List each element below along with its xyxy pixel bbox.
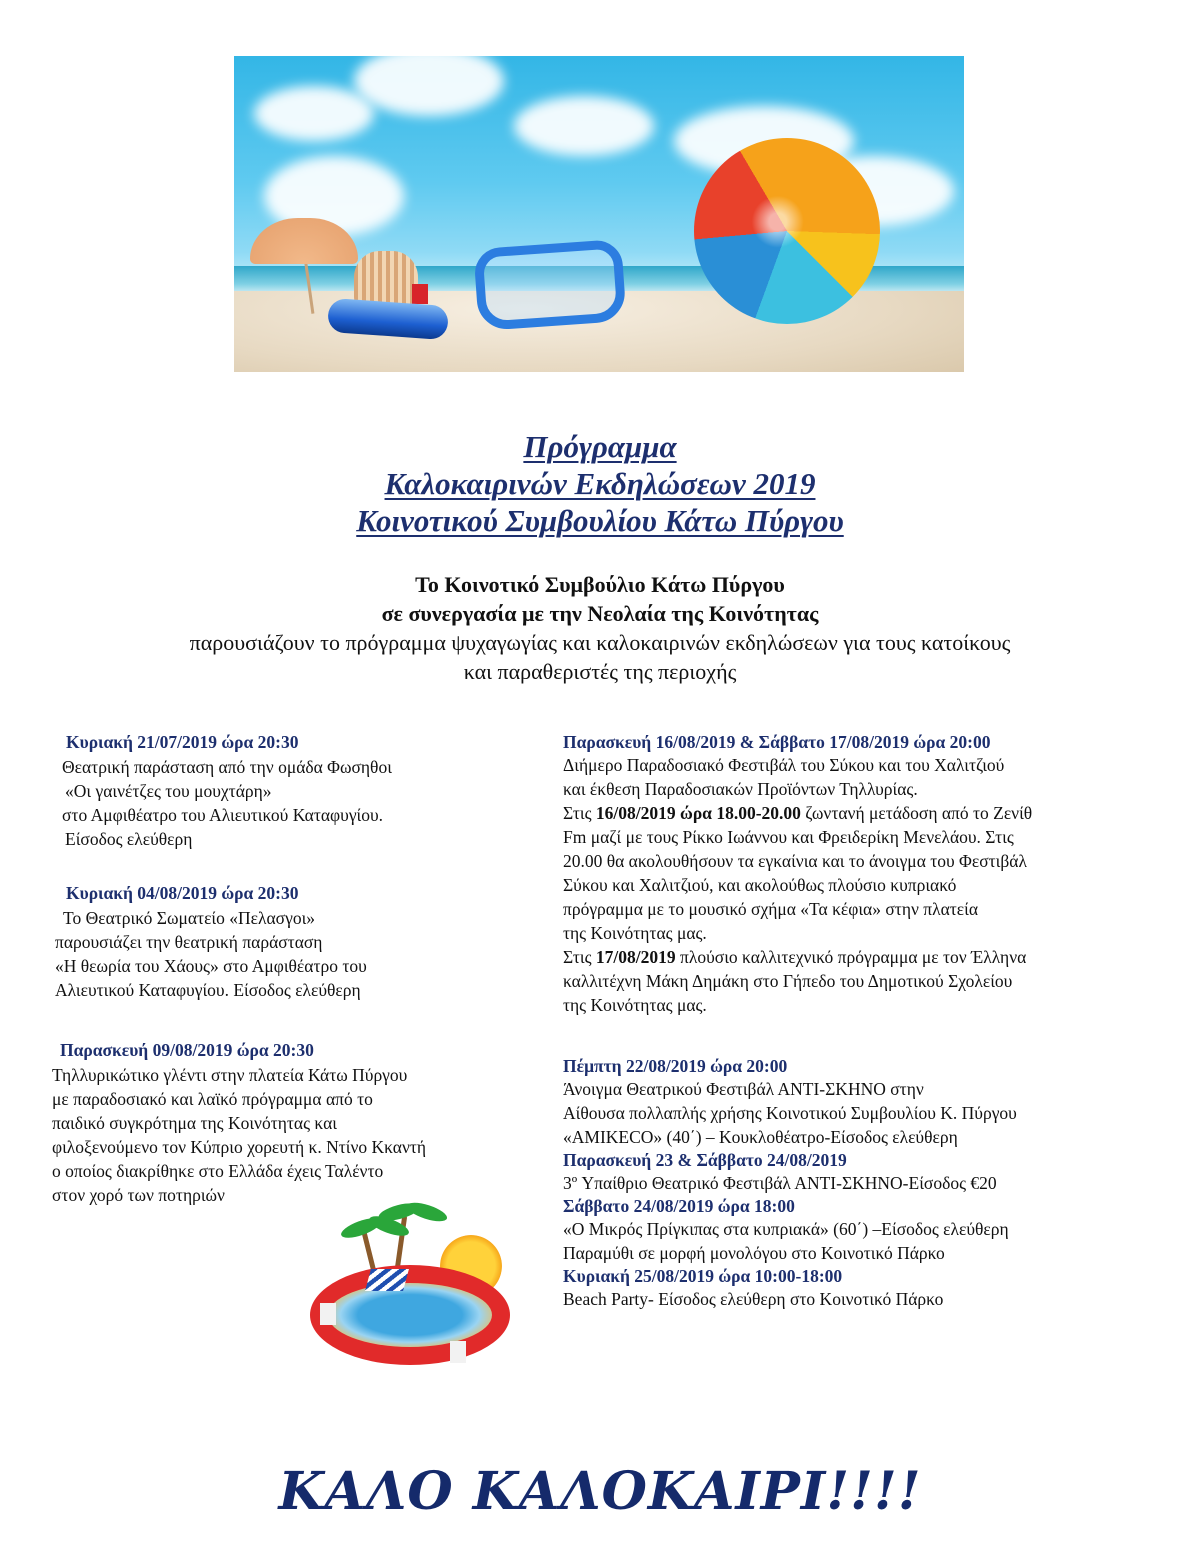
event-line: Fm μαζί με τους Ρίκκο Ιωάννου και Φρειδερίκη Μενελάου. Στις [563, 827, 1014, 847]
event-line: «Η θεωρία του Χάους» στο Αμφιθέατρο του [55, 956, 367, 976]
bold-date: 16/08/2019 ώρα 18.00-20.00 [595, 803, 801, 823]
event-line: «Ο Μικρός Πρίγκιπας στα κυπριακά» (60΄) –Είσοδος ελεύθερη [563, 1219, 1009, 1239]
event-line: της Κοινότητας μας. [563, 923, 707, 943]
event-line: φιλοξενούμενο τον Κύπριο χορευτή κ. Ντίνο Κκαντή [52, 1137, 427, 1157]
intro-text: και παραθεριστές της περιοχής [463, 659, 737, 684]
closing-greeting: ΚΑΛΟ ΚΑΛΟΚΑΙΡΙ!!!! [278, 1461, 922, 1522]
ring-stripe [450, 1341, 466, 1363]
beach-photo [234, 56, 964, 372]
event-line: Αλιευτικού Καταφυγίου. Είσοδος ελεύθερη [55, 980, 361, 1000]
event-left-3-body [52, 1063, 426, 1207]
title-line: Καλοκαιρινών Εκδηλώσεων 2019 [384, 466, 816, 501]
bold-date: 17/08/2019 [595, 947, 676, 967]
page-title [0, 428, 1200, 539]
intro-paragraph [0, 570, 1200, 686]
beach-ball-icon [694, 138, 880, 324]
intro-organizer: Το Κοινοτικό Συμβούλιο Κάτω Πύργου [415, 572, 785, 597]
text-run: Στις [563, 803, 596, 823]
event-line: και έκθεση Παραδοσιακών Προϊόντων Τηλλυρίας. [563, 779, 918, 799]
event-heading: Πέμπτη 22/08/2019 ώρα 20:00 [563, 1056, 788, 1076]
event-left-1-body [62, 755, 392, 851]
event-right-2 [563, 1055, 1017, 1311]
title-line: Πρόγραμμα [523, 429, 677, 464]
event-line: της Κοινότητας μας. [563, 995, 707, 1015]
event-line: Άνοιγμα Θεατρικού Φεστιβάλ ΑΝΤΙ-ΣΚΗΝΟ στην [563, 1079, 924, 1099]
event-line: καλλιτέχνη Μάκη Δημάκη στο Γήπεδο του Δημοτικού Σχολείου [563, 971, 1013, 991]
event-heading: Παρασκευή 09/08/2019 ώρα 20:30 [60, 1040, 314, 1060]
event-heading: Κυριακή 25/08/2019 ώρα 10:00-18:00 [563, 1266, 843, 1286]
event-heading: Σάββατο 24/08/2019 ώρα 18:00 [563, 1196, 795, 1216]
event-left-2 [66, 882, 299, 904]
event-heading: Παρασκευή 23 & Σάββατο 24/08/2019 [563, 1150, 847, 1170]
palm-leaf [405, 1199, 449, 1225]
event-line: παιδικό συγκρότημα της Κοινότητας και [52, 1113, 337, 1133]
title-line: Κοινοτικού Συμβουλίου Κάτω Πύργου [356, 503, 844, 538]
event-line: Τηλλυρικώτικο γλέντι στην πλατεία Κάτω Πύργου [52, 1065, 408, 1085]
event-line: «Οι γαινέτζες του μουχτάρη» [65, 781, 272, 801]
intro-partner: σε συνεργασία με την Νεολαία της Κοινότητας [381, 601, 819, 626]
deck-chair-icon [365, 1269, 409, 1291]
lifebuoy-island-illustration [290, 1195, 530, 1370]
event-heading: Κυριακή 04/08/2019 ώρα 20:30 [66, 883, 299, 903]
event-left-1 [66, 731, 299, 753]
cloud-shape [354, 56, 504, 116]
lifebuoy-icon [310, 1265, 510, 1365]
intro-text: παρουσιάζουν το πρόγραμμα ψυχαγωγίας και καλοκαιρινών εκδηλώσεων για τους κατοίκους [189, 630, 1011, 655]
event-left-2-body [55, 906, 367, 1002]
ring-stripe [320, 1303, 336, 1325]
event-line: Παραμύθι σε μορφή μονολόγου στο Κοινοτικό Πάρκο [563, 1243, 945, 1263]
bucket-icon [412, 284, 428, 304]
event-heading: Παρασκευή 16/08/2019 & Σάββατο 17/08/2019 ώρα 20:00 [563, 732, 991, 752]
event-line: 20.00 θα ακολουθήσουν τα εγκαίνια και το άνοιγμα του Φεστιβάλ [563, 851, 1027, 871]
event-right-1 [563, 731, 1032, 1017]
event-line-rich [563, 801, 1032, 825]
event-line: ο οποίος διακρίθηκε στο Ελλάδα έχεις Ταλέντο [52, 1161, 384, 1181]
event-line: Αίθουσα πολλαπλής χρήσης Κοινοτικού Συμβουλίου Κ. Πύργου [563, 1103, 1017, 1123]
text-run: ζωντανή μετάδοση από το Ζενίθ [800, 803, 1033, 823]
event-line: με παραδοσιακό και λαϊκό πρόγραμμα από το [52, 1089, 373, 1109]
event-line: «AMIKECO» (40΄) – Κουκλοθέατρο-Είσοδος ελεύθερη [563, 1127, 958, 1147]
cloud-shape [514, 96, 654, 156]
event-line: Beach Party- Είσοδος ελεύθερη στο Κοινοτικό Πάρκο [563, 1289, 944, 1309]
event-line-rich [563, 945, 1032, 969]
event-line: παρουσιάζει την θεατρική παράσταση [55, 932, 323, 952]
text-run: Στις [563, 947, 596, 967]
diving-mask-icon [473, 239, 626, 331]
event-line: Είσοδος ελεύθερη [65, 829, 193, 849]
event-left-3 [60, 1039, 314, 1061]
event-line: πρόγραμμα με το μουσικό σχήμα «Τα κέφια» στην πλατεία [563, 899, 979, 919]
event-line: Θεατρική παράσταση από την ομάδα Φωσηθοι [62, 757, 392, 777]
cloud-shape [254, 86, 374, 141]
event-line: στον χορό των ποτηριών [52, 1185, 225, 1205]
event-line: 3º Υπαίθριο Θεατρικό Φεστιβάλ ΑΝΤΙ-ΣΚΗΝΟ-Είσοδος €20 [563, 1173, 997, 1193]
event-line: Διήμερο Παραδοσιακό Φεστιβάλ του Σύκου και του Χαλιτζιού [563, 755, 1005, 775]
event-line: Το Θεατρικό Σωματείο «Πελασγοι» [63, 908, 316, 928]
event-line: στο Αμφιθέατρο του Αλιευτικού Καταφυγίου. [62, 805, 384, 825]
text-run: πλούσιο καλλιτεχνικό πρόγραμμα με τον Έλληνα [675, 947, 1027, 967]
event-line: Σύκου και Χαλιτζιού, και ακολούθως πλούσιο κυπριακό [563, 875, 957, 895]
event-heading: Κυριακή 21/07/2019 ώρα 20:30 [66, 732, 299, 752]
